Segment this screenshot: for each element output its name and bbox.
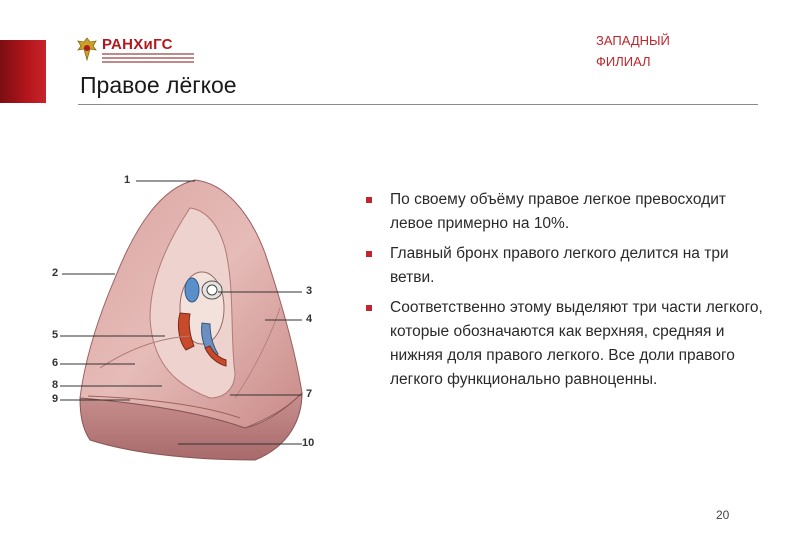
figure-label-1: 1 xyxy=(124,174,131,186)
bullet-list xyxy=(366,188,766,398)
bullet-text: По своему объёму правое легкое превосходит левое примерно на 10%. xyxy=(390,191,726,232)
accent-bar xyxy=(0,40,46,103)
figure-label-6: 6 xyxy=(52,357,59,369)
page-number: 20 xyxy=(716,508,730,522)
figure-label-5: 5 xyxy=(52,329,59,341)
branch-label: ЗАПАДНЫЙ ФИЛИАЛ xyxy=(596,33,670,69)
logo-name: РАНХиГС xyxy=(102,36,173,53)
figure-label-9: 9 xyxy=(52,393,59,405)
eagle-emblem-icon xyxy=(76,36,98,62)
right-lung-illustration xyxy=(40,168,340,468)
ranepa-logo xyxy=(76,34,196,64)
bullet-marker-icon xyxy=(366,305,372,311)
bullet-text: Главный бронх правого легкого делится на три ветви. xyxy=(390,245,729,286)
slide-title: Правое лёгкое xyxy=(80,72,237,98)
bullet-text: Соответственно этому выделяют три части легкого, которые обозначаются как верхняя, средняя и нижняя доля правого легкого. Все доли правого легкого функционально равноценны. xyxy=(390,299,763,388)
bullet-item xyxy=(366,188,766,236)
lung-drawing xyxy=(40,168,340,468)
figure-label-8: 8 xyxy=(52,379,59,391)
bullet-item xyxy=(366,296,766,392)
figure-label-3: 3 xyxy=(306,285,313,297)
bullet-item xyxy=(366,242,766,290)
bullet-marker-icon xyxy=(366,251,372,257)
figure-label-7: 7 xyxy=(306,388,313,400)
figure-label-2: 2 xyxy=(52,267,59,279)
bullet-marker-icon xyxy=(366,197,372,203)
figure-label-4: 4 xyxy=(306,313,313,325)
figure-label-10: 10 xyxy=(302,437,315,449)
logo-subtitle-lines xyxy=(102,53,194,65)
title-divider xyxy=(78,104,758,105)
